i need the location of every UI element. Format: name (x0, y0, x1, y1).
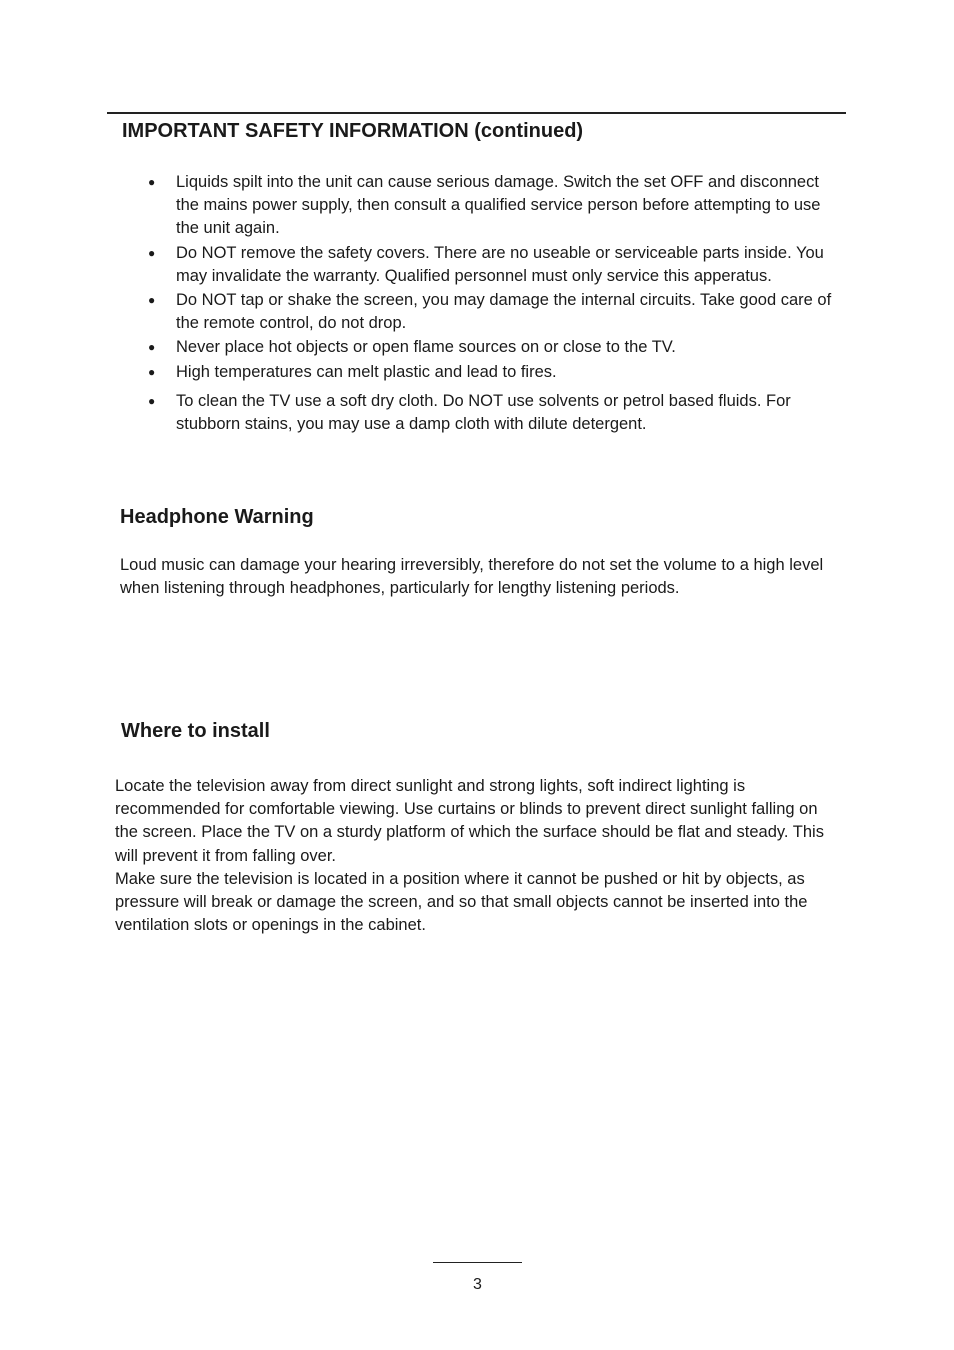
list-item-text: Never place hot objects or open flame sources on or close to the TV. (176, 338, 676, 357)
list-item (140, 390, 840, 436)
page-number: 3 (473, 1276, 482, 1293)
install-paragraph-1: Locate the television away from direct sunlight and strong lights, soft indirect lighting is recommended for comfortable viewing. Use curtains or blinds to prevent direct sunlight falling on the screen. Place the TV on a sturdy platform of which the surface should be flat and steady. This will prevent it from falling over. (115, 777, 824, 865)
bullet-icon: ● (148, 175, 156, 189)
top-divider (107, 112, 846, 114)
list-item (140, 361, 840, 384)
bullet-icon: ● (148, 245, 156, 260)
list-item-text: To clean the TV use a soft dry cloth. Do NOT use solvents or petrol based fluids. For stubborn stains, you may use a damp cloth with dilute detergent. (176, 391, 791, 434)
list-item-text: Liquids spilt into the unit can cause serious damage. Switch the set OFF and disconnect the mains power supply, then consult a qualified service person before attempting to use the unit again. (176, 173, 821, 238)
install-heading: Where to install (121, 720, 270, 742)
list-item (140, 171, 840, 241)
list-item-text: Do NOT remove the safety covers. There are no useable or serviceable parts inside. You may invalidate the warranty. Qualified personnel must only service this apperatus. (176, 243, 824, 285)
list-item (140, 242, 840, 288)
page-title: IMPORTANT SAFETY INFORMATION (continued) (122, 120, 584, 142)
bullet-icon: ● (148, 340, 156, 355)
install-text (115, 775, 845, 937)
list-item-text: Do NOT tap or shake the screen, you may damage the internal circuits. Take good care of the remote control, do not drop. (176, 291, 832, 333)
bullet-icon: ● (148, 293, 156, 308)
headphone-text: Loud music can damage your hearing irreversibly, therefore do not set the volume to a high level when listening through headphones, particularly for lengthy listening periods. (120, 556, 824, 598)
install-paragraph-2: Make sure the television is located in a position where it cannot be pushed or hit by objects, as pressure will break or damage the screen, and so that small objects cannot be inserted into the ventilation slots or openings in the cabinet. (115, 869, 808, 935)
bullet-icon: ● (148, 393, 156, 408)
list-item (140, 289, 840, 335)
safety-list (140, 171, 840, 437)
bullet-icon: ● (148, 364, 156, 379)
headphone-heading: Headphone Warning (120, 506, 314, 528)
footer-divider (433, 1262, 522, 1263)
list-item (140, 336, 840, 359)
list-item-text: High temperatures can melt plastic and lead to fires. (176, 362, 557, 381)
